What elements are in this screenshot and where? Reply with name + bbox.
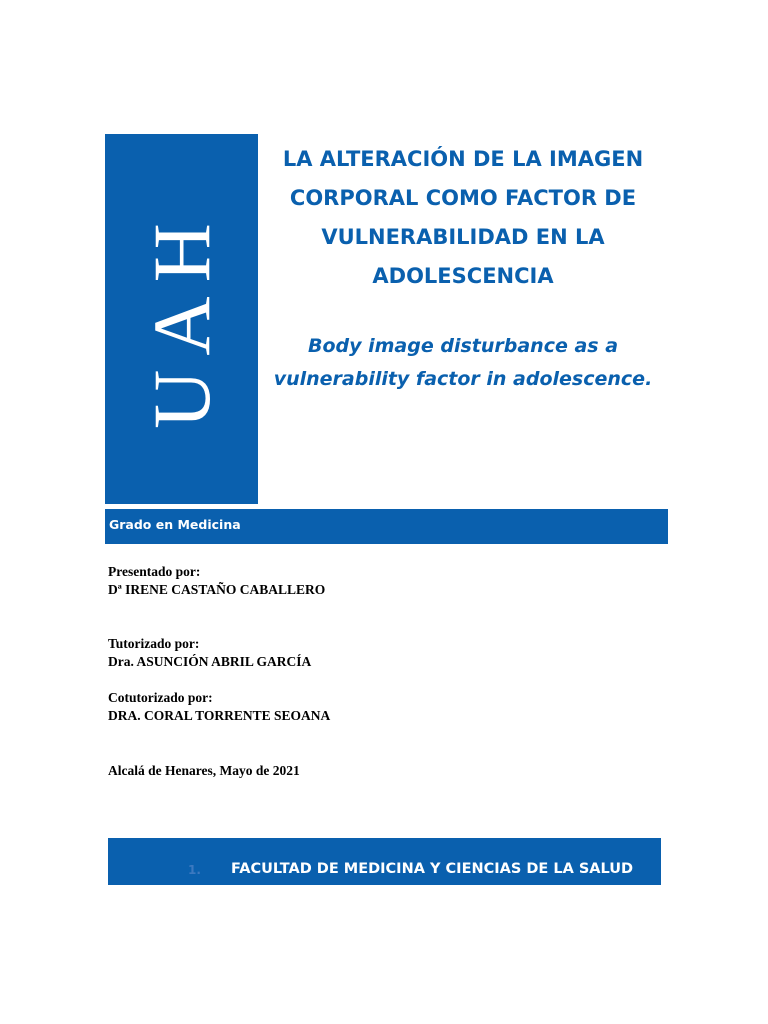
tutor-name: Dra. ASUNCIÓN ABRIL GARCÍA <box>108 654 312 669</box>
university-logo-block <box>105 134 258 504</box>
presented-by-block <box>108 563 325 599</box>
faculty-banner <box>108 838 661 885</box>
place-date <box>108 762 300 780</box>
degree-banner <box>105 509 668 544</box>
university-logo-text: UAH <box>135 209 227 429</box>
cotutor-label: Cotutorizado por: <box>108 690 213 705</box>
cotutor-name: DRA. CORAL TORRENTE SEOANA <box>108 708 331 723</box>
cotutor-block <box>108 689 330 725</box>
tutor-block <box>108 635 311 671</box>
presented-by-name: Dª IRENE CASTAÑO CABALLERO <box>108 582 326 597</box>
faculty-label: FACULTAD DE MEDICINA Y CIENCIAS DE LA SALUD <box>231 861 634 877</box>
tutor-label: Tutorizado por: <box>108 636 200 651</box>
place-date-text: Alcalá de Henares, Mayo de 2021 <box>108 763 300 778</box>
title-spanish: LA ALTERACIÓN DE LA IMAGEN CORPORAL COMO FACTOR DE VULNERABILIDAD EN LA ADOLESCENCIA <box>282 147 644 288</box>
degree-label: Grado en Medicina <box>109 517 241 532</box>
title-english: Body image disturbance as a vulnerability factor in adolescence. <box>273 335 653 390</box>
presented-by-label: Presentado por: <box>108 564 201 579</box>
faculty-list-number: 1. <box>188 863 201 877</box>
